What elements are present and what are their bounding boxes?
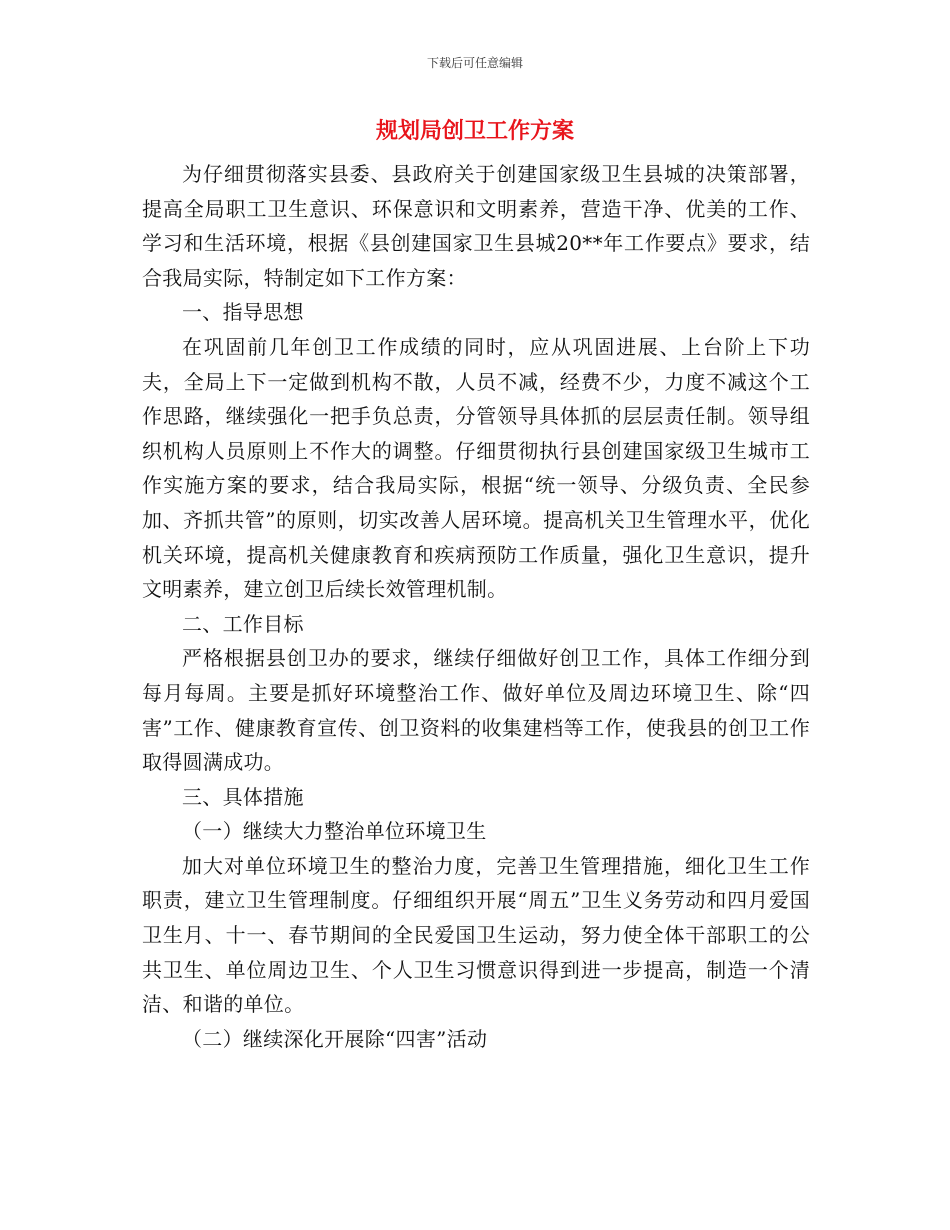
section-heading-measures: 三、具体措施 <box>182 784 304 809</box>
subheading-environment: （一）继续大力整治单位环境卫生 <box>182 819 487 844</box>
page-header-note: 下载后可任意编辑 <box>426 56 523 70</box>
guiding-thought-paragraph: 在巩固前几年创卫工作成绩的同时，应从巩固进展、上台阶上下功夫，全局上下一定做到机构不散，人员不减，经费不少，力度不减这个工作思路，继续强化一把手负总责，分管领导具体抓的层层责任制。领导组织机构人员原则上不作大的调整。仔细贯彻执行县创建国家级卫生城市工作实施方案的要求，结合我局实际，根据“统一领导、分级负责、全民参加、齐抓共管”的原则，切实改善人居环境。提高机关卫生管理水平，优化机关环境，提高机关健康教育和疾病预防工作质量，强化卫生意识，提升文明素养，建立创卫后续长效管理机制。 <box>142 334 810 602</box>
intro-paragraph: 为仔细贯彻落实县委、县政府关于创建国家级卫生县城的决策部署，提高全局职工卫生意识、环保意识和文明素养，营造干净、优美的工作、学习和生活环境，根据《县创建国家卫生县城20**年工作要点》要求，结合我局实际，特制定如下工作方案： <box>142 162 810 290</box>
document-body <box>142 157 810 1056</box>
section-heading-work-goals: 二、工作目标 <box>182 611 304 636</box>
document-title: 规划局创卫工作方案 <box>375 118 574 144</box>
environment-paragraph: 加大对单位环境卫生的整治力度，完善卫生管理措施，细化卫生工作职责，建立卫生管理制度。仔细组织开展“周五”卫生义务劳动和四月爱国卫生月、十一、春节期间的全民爱国卫生运动，努力使全体干部职工的公共卫生、单位周边卫生、个人卫生习惯意识得到进一步提高，制造一个清洁、和谐的单位。 <box>142 853 810 1017</box>
subheading-four-pests: （二）继续深化开展除“四害”活动 <box>182 1026 488 1051</box>
section-heading-guiding-thought: 一、指导思想 <box>182 300 304 325</box>
work-goals-paragraph: 严格根据县创卫办的要求，继续仔细做好创卫工作，具体工作细分到每月每周。主要是抓好环境整治工作、做好单位及周边环境卫生、除“四害”工作、健康教育宣传、创卫资料的收集建档等工作，使我县的创卫工作取得圆满成功。 <box>142 646 810 775</box>
